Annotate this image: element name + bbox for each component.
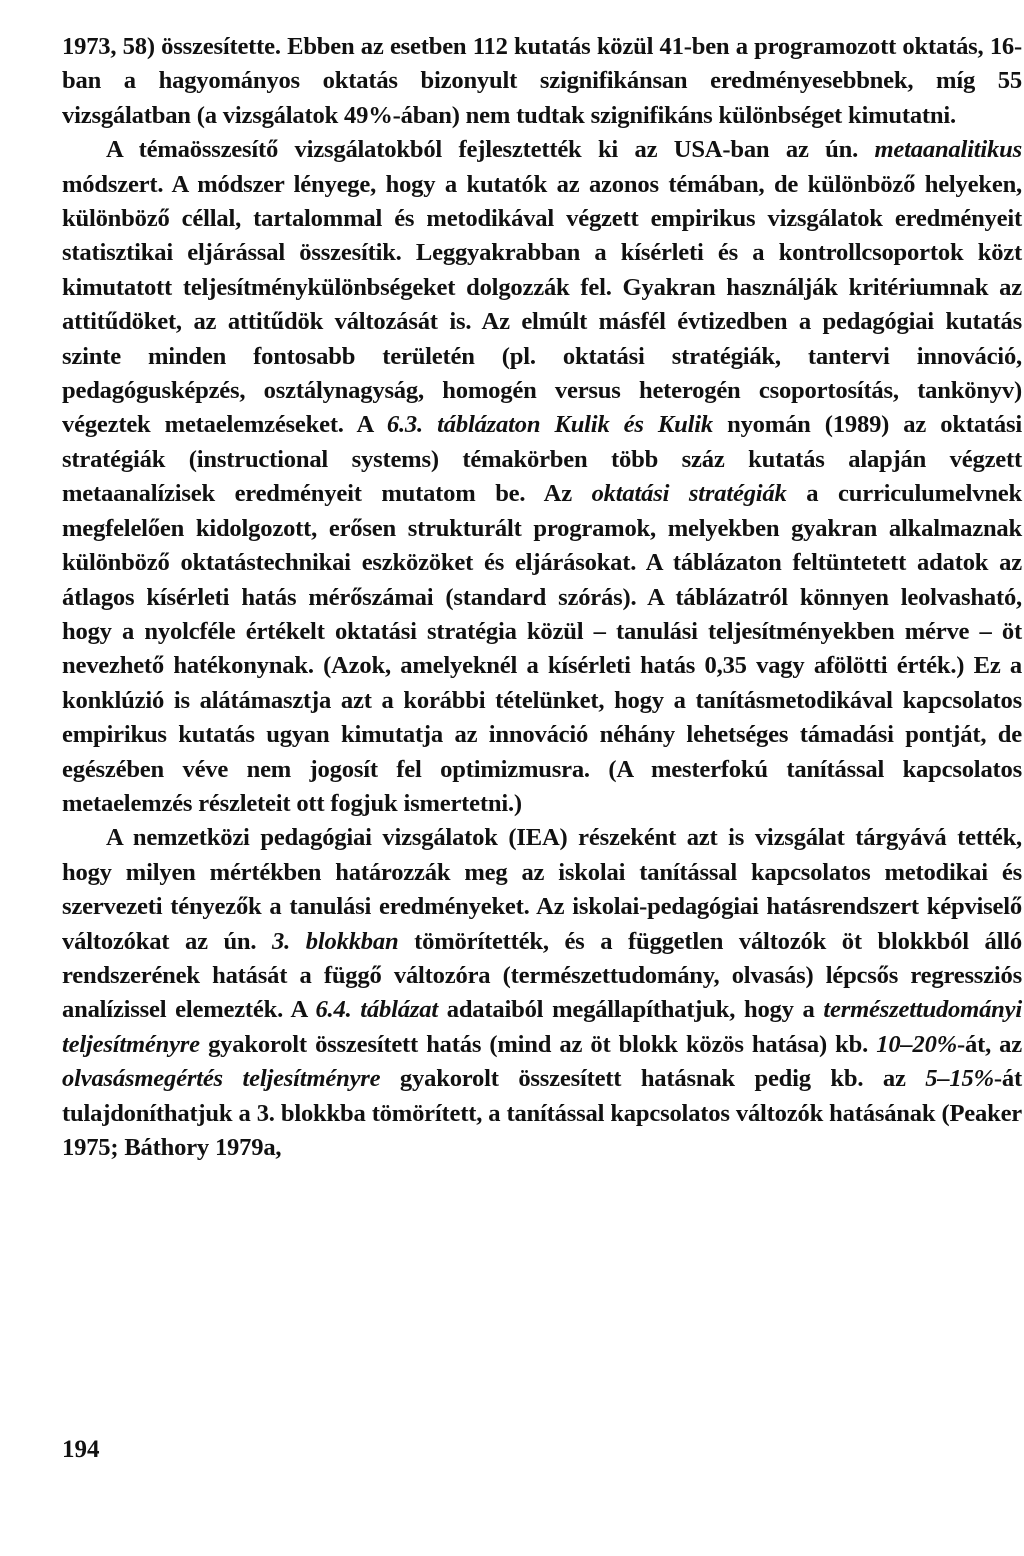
paragraph-2 [62, 133, 1022, 821]
italic-run: metaanalitikus [874, 136, 1022, 164]
text-run: adataiból megállapíthatjuk, hogy a [437, 996, 824, 1024]
text-run: gyakorolt összesített hatásnak pedig kb. az [380, 1065, 926, 1093]
text-run: tömörítették, és a független változók öt blokkból álló rendszerének hatását a függő változóra (természettudomány, olvasás) lépcsős regressziós analízissel elemezték. A [62, 927, 1023, 1024]
italic-run: 10–20% [876, 1030, 957, 1058]
italic-run: 6.4. táblázat [315, 996, 438, 1024]
italic-run: 5–15% [925, 1065, 994, 1093]
text-run: módszert. A módszer lényege, hogy a kutatók az azonos témában, de különböző helyeken, különböző céllal, tartalommal és metodikával végzett empirikus vizsgálatok eredményeit statisztikai eljárással összesítik. Leggyakrabban a kísérleti és a kontrollcsoportok közt kimutatott teljesítménykülönbségeket dolgozzák fel. Gyakran használják kritériumnak az attitűdöket, az attitűdök változását is. Az elmúlt másfél évtizedben a pedagógiai kutatás szinte minden fontosabb területén (pl. oktatási stratégiák, tantervi innováció, pedagógusképzés, osztálynagyság, homogén versus heterogén csoportosítás, tankönyv) végeztek metaelemzéseket. A [62, 170, 1022, 439]
page-body [62, 30, 1022, 1165]
text-run: a curriculumelvnek megfelelően kidolgozott, erősen strukturált programok, melyekben gyakran alkalmaznak különböző oktatástechnikai eszközöket és eljárásokat. A táblázaton feltüntetett adatok az átlagos kísérleti hatás mérőszámai (standard szórás). A táblázatról könnyen leolvasható, hogy a nyolcféle értékelt oktatási stratégia közül – tanulási teljesítményekben mérve – öt nevezhető hatékonynak. (Azok, amelyeknél a kísérleti hatás 0,35 vagy afölötti érték.) Ez a konklúzió is alátámasztja azt a korábbi tételünket, hogy a tanításmetodikával kapcsolatos empirikus kutatás ugyan kimutatja az innováció néhány lehetséges támadási pontját, de egészében véve nem jogosít fel optimizmusra. (A mesterfokú tanítással kapcsolatos metaelemzés részleteit ott fogjuk ismertetni.) [62, 480, 1022, 817]
text-run: nyomán (1989) az oktatási stratégiák (instructional systems) témakörben több száz kutatás alapján végzett metaanalízisek eredményeit mutatom be. Az [62, 411, 1023, 508]
text-run: A témaösszesítő vizsgálatokból fejlesztették ki az USA-ban az ún. [106, 136, 875, 164]
italic-run: 3. blokkban [272, 927, 399, 955]
text-run: gyakorolt összesített hatás (mind az öt blokk közös hatása) kb. [199, 1030, 877, 1058]
text-run: A nemzetközi pedagógiai vizsgálatok (IEA) részeként azt is vizsgálat tárgyává tették, hogy milyen mértékben határozzák meg az iskolai tanítással kapcsolatos metodikai és szervezeti tényezők a tanulási eredményeket. Az iskolai-pedagógiai hatásrendszert képviselő változókat az ún. [62, 824, 1022, 955]
paragraph-1 [62, 30, 1022, 133]
italic-run: 6.3. táblázaton Kulik és Kulik [386, 411, 713, 439]
text-run: 1973, 58) összesítette. Ebben az esetben 112 kutatás közül 41-ben a programozott oktatás, 16-ban a hagyományos oktatás bizonyult szignifikánsan eredményesebbnek, míg 55 vizsgálatban (a vizsgálatok 49%-ában) nem tudtak szignifikáns különbséget kimutatni. [62, 33, 1022, 129]
italic-run: olvasásmegértés teljesítményre [62, 1065, 381, 1093]
page-number: 194 [62, 1436, 100, 1463]
text-run: -át tulajdoníthatjuk a 3. blokkba tömörített, a tanítással kapcsolatos változók hatásának (Peaker 1975; Báthory 1979a, [62, 1065, 1022, 1161]
text-run: -át, az [957, 1030, 1022, 1058]
italic-run: oktatási stratégiák [591, 480, 787, 508]
paragraph-3 [62, 821, 1022, 1165]
italic-run: természettudományi teljesítményre [62, 996, 1022, 1058]
